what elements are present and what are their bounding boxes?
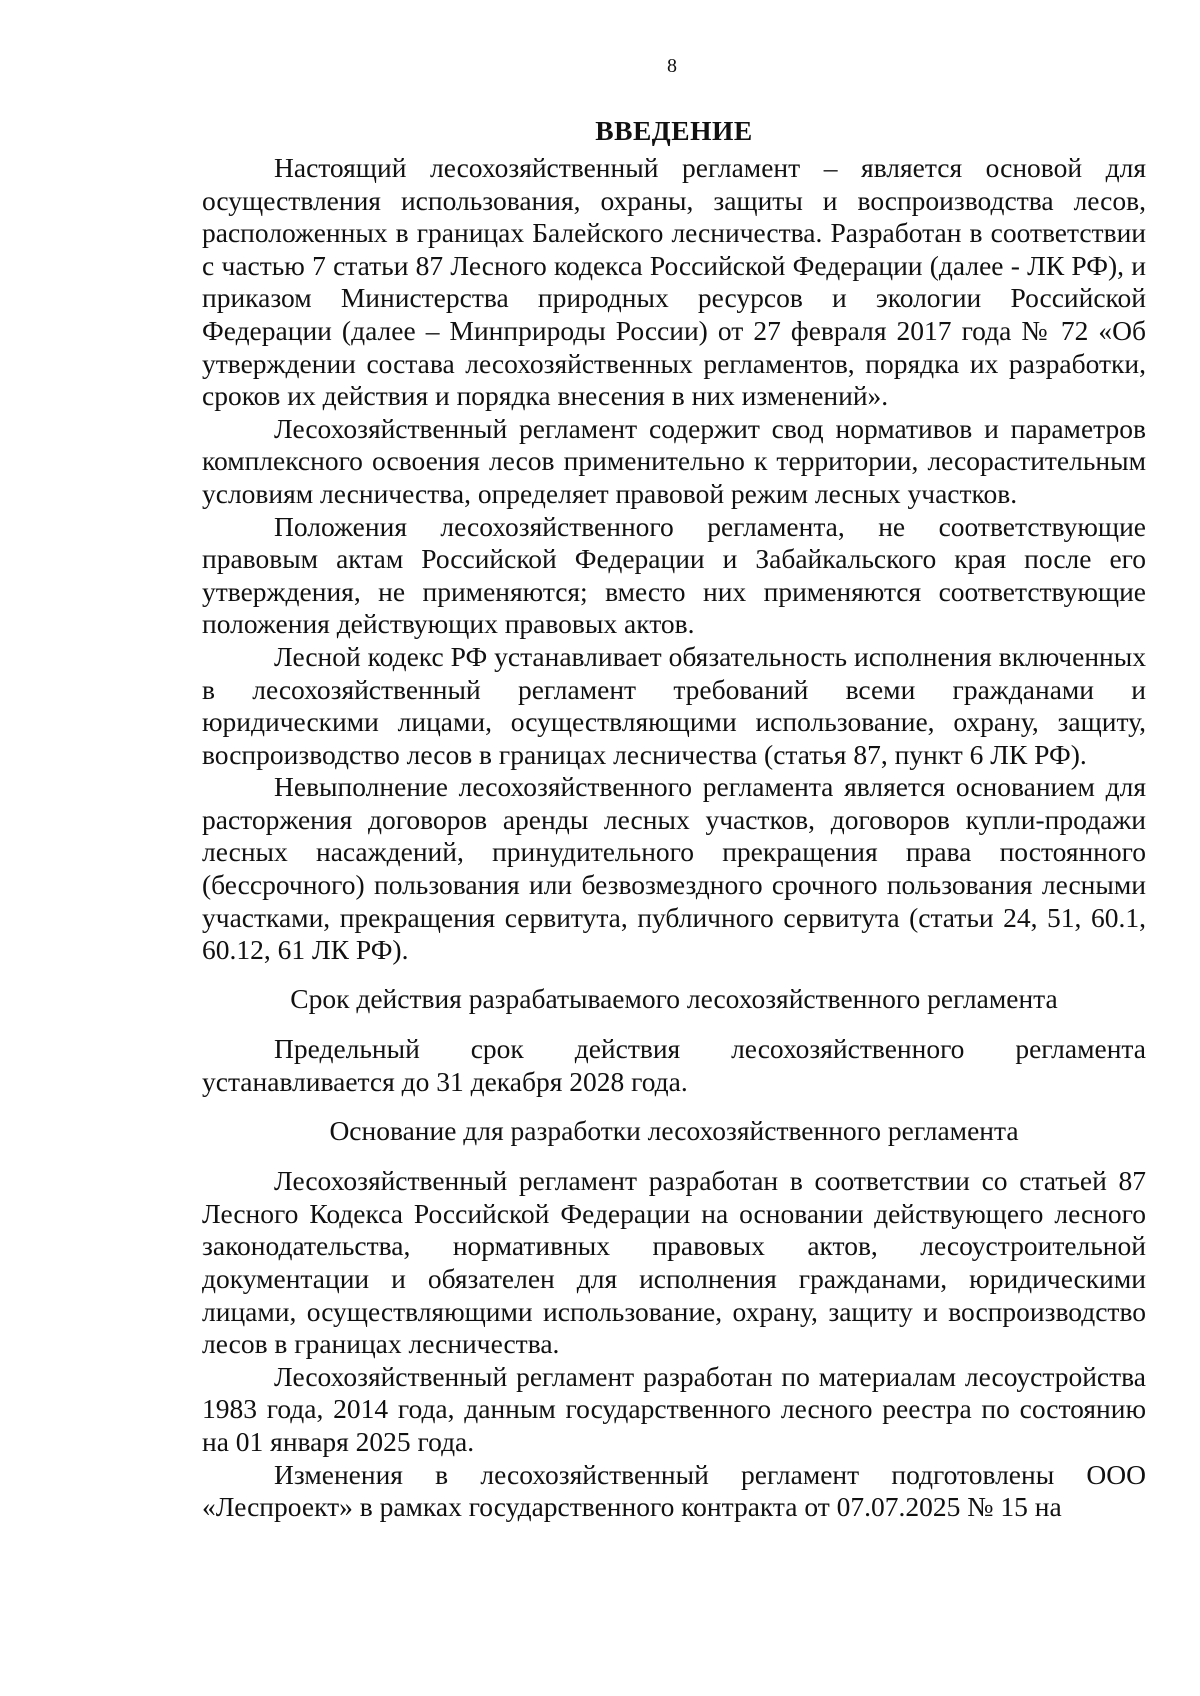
intro-paragraph-3: Положения лесохозяйственного регламента, не соответствующие правовым актам Российской Федерации и Забайкальского края после его утверждения, не применяются; вместо них применяются соответствующие положения действующих правовых актов. <box>202 510 1146 640</box>
page-number: 8 <box>667 55 677 77</box>
intro-paragraph-5: Невыполнение лесохозяйственного регламента является основанием для расторжения договоров аренды лесных участков, договоров купли-продажи лесных насаждений, принудительного прекращения права постоянного (бессрочного) пользования или безвозмездного срочного пользования лесными участками, прекращения сервитута, публичного сервитута (статьи 24, 51, 60.1, 60.12, 61 ЛК РФ). <box>202 771 1146 966</box>
subheading-basis: Основание для разработки лесохозяйственного регламента <box>329 1114 1019 1146</box>
page-content <box>202 112 1146 1524</box>
intro-paragraph-4: Лесной кодекс РФ устанавливает обязательность исполнения включенных в лесохозяйственный регламент требований всеми гражданами и юридическими лицами, осуществляющими использование, охрану, защиту, воспроизводство лесов в границах лесничества (статья 87, пункт 6 ЛК РФ). <box>202 640 1146 770</box>
basis-paragraph-1: Лесохозяйственный регламент разработан в соответствии со статьей 87 Лесного Кодекса Российской Федерации на основании действующего лесного законодательства, нормативных правовых актов, лесоустроительной документации и обязателен для исполнения гражданами, юридическими лицами, осуществляющими использование, охрану, защиту и воспроизводство лесов в границах лесничества. <box>202 1165 1146 1360</box>
intro-paragraph-2: Лесохозяйственный регламент содержит свод нормативов и параметров комплексного освоения лесов применительно к территории, лесорастительным условиям лесничества, определяет правовой режим лесных участков. <box>202 412 1146 509</box>
intro-paragraph-1: Настоящий лесохозяйственный регламент – является основой для осуществления использования, охраны, защиты и воспроизводства лесов, расположенных в границах Балейского лесничества. Разработан в соответствии с частью 7 статьи 87 Лесного кодекса Российской Федерации (далее - ЛК РФ), и приказом Министерства природных ресурсов и экологии Российской Федерации (далее – Минприроды России) от 27 февраля 2017 года № 72 «Об утверждении состава лесохозяйственных регламентов, порядка их разработки, сроков их действия и порядка внесения в них изменений». <box>202 152 1146 412</box>
basis-paragraph-3: Изменения в лесохозяйственный регламент подготовлены ООО «Леспроект» в рамках государственного контракта от 07.07.2025 № 15 на <box>202 1458 1146 1523</box>
section-heading-introduction: ВВЕДЕНИЕ <box>595 115 753 146</box>
subheading-term: Срок действия разрабатываемого лесохозяйственного регламента <box>290 982 1058 1014</box>
term-paragraph: Предельный срок действия лесохозяйственного регламента устанавливается до 31 декабря 2028 года. <box>202 1033 1146 1098</box>
basis-paragraph-2: Лесохозяйственный регламент разработан по материалам лесоустройства 1983 года, 2014 года, данным государственного лесного реестра по состоянию на 01 января 2025 года. <box>202 1360 1146 1457</box>
